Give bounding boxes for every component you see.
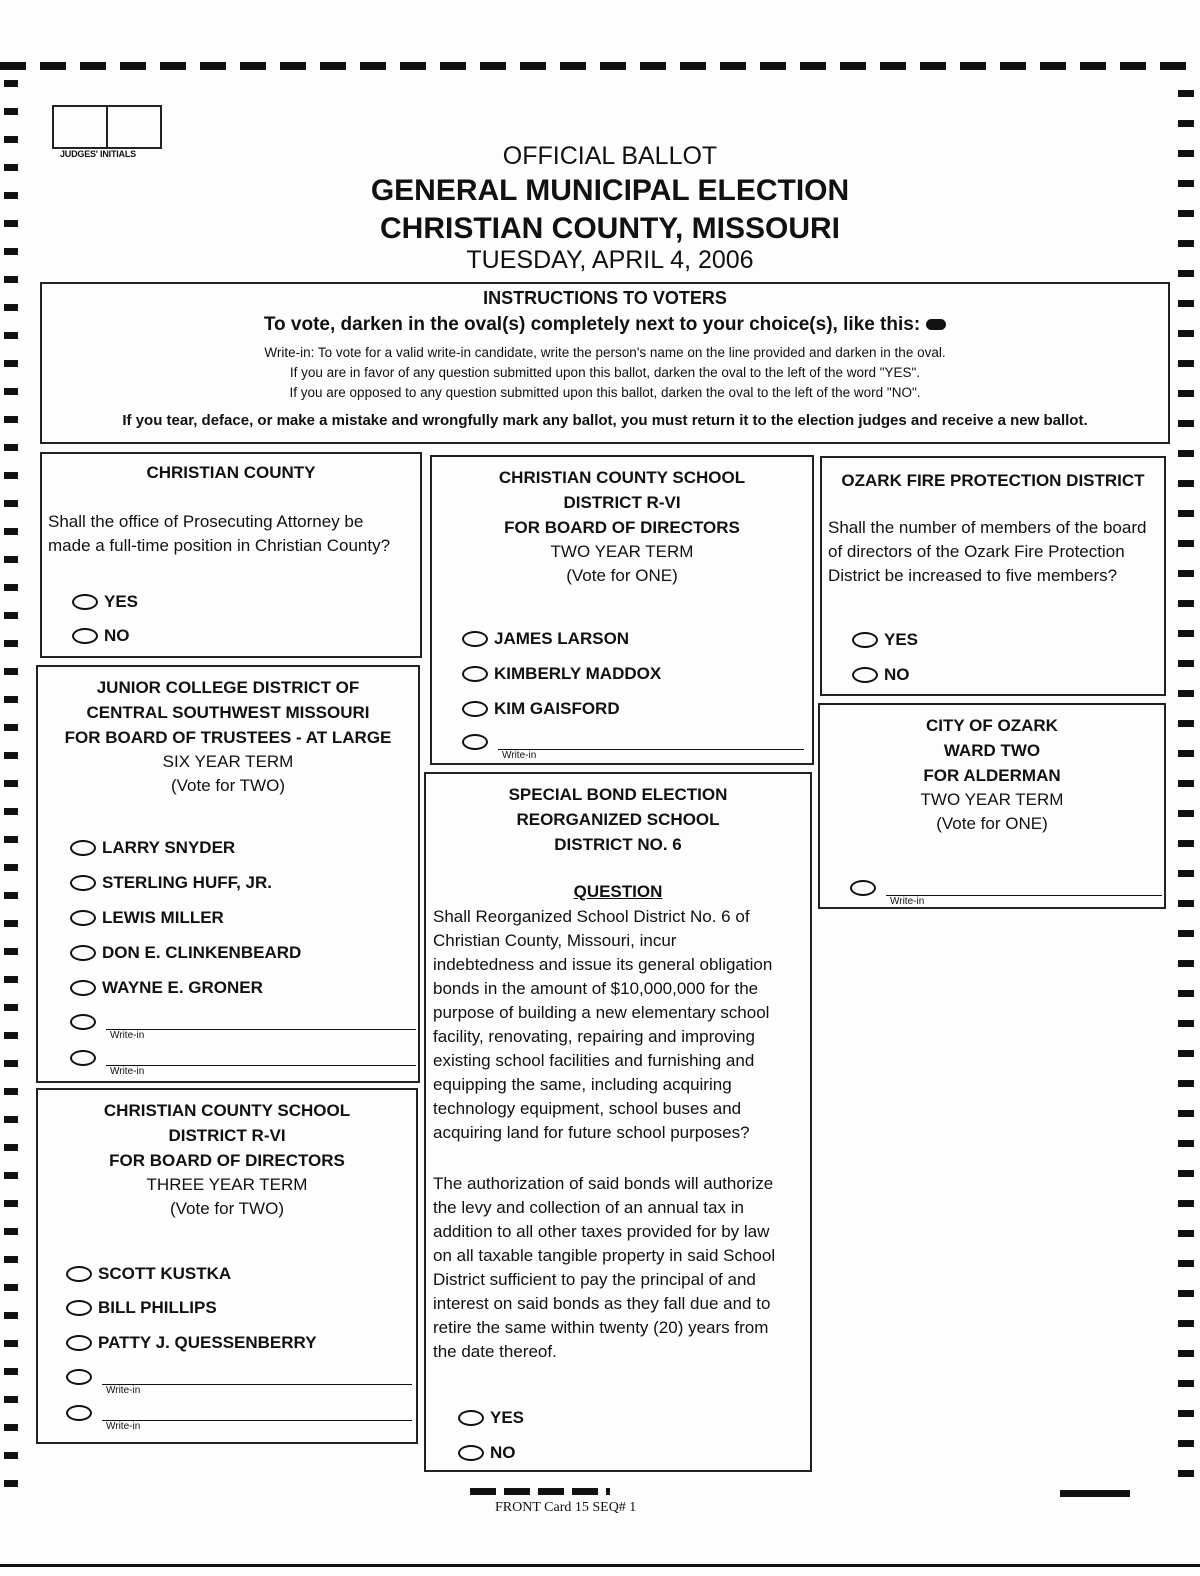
oval-icon[interactable] — [462, 666, 488, 682]
county-name: CHRISTIAN COUNTY, MISSOURI — [379, 212, 841, 245]
initials-cell-1[interactable] — [54, 107, 108, 147]
bond-question-line: existing school facilities and furnishing and — [433, 1051, 755, 1070]
oval-icon[interactable] — [70, 980, 96, 996]
s3-title-2: DISTRICT R-VI — [168, 1126, 286, 1145]
county-question-box — [40, 452, 422, 658]
bond-title-3: DISTRICT NO. 6 — [554, 835, 682, 854]
s3-writein-1[interactable] — [66, 1368, 412, 1396]
instructions-opposed: If you are opposed to any question submitted upon this ballot, darken the oval to the left of the word "NO". — [289, 385, 921, 400]
bond-question-line: technology equipment, school buses and — [433, 1099, 742, 1118]
judges-initials-label: JUDGES' INITIALS — [60, 149, 136, 159]
instructions-mistake: If you tear, deface, or make a mistake and wrongfully mark any ballot, you must return it to the election judges and receive a new ballot. — [122, 412, 1088, 429]
s3-candidate-option[interactable]: BILL PHILLIPS — [66, 1298, 217, 1318]
oval-icon[interactable] — [70, 840, 96, 856]
writein-line[interactable]: Write-in — [886, 879, 1162, 896]
s2-candidate-option[interactable]: KIM GAISFORD — [462, 699, 620, 719]
jc-title-2: CENTRAL SOUTHWEST MISSOURI — [86, 703, 370, 722]
bond-title-2: REORGANIZED SCHOOL — [516, 810, 720, 829]
oval-icon[interactable] — [66, 1335, 92, 1351]
judges-initials-box[interactable] — [52, 105, 162, 149]
timing-marks-bottom — [470, 1488, 610, 1495]
bond-authorization-line: the date thereof. — [433, 1342, 557, 1361]
oval-icon[interactable] — [66, 1300, 92, 1316]
s3-candidate-option[interactable]: SCOTT KUSTKA — [66, 1264, 231, 1284]
bond-authorization-line: on all taxable tangible property in said School — [433, 1246, 776, 1265]
jc-writein-2[interactable] — [70, 1049, 416, 1077]
s3-vote-for: (Vote for TWO) — [170, 1199, 284, 1218]
county-no-option[interactable]: NO — [72, 626, 130, 646]
s2-candidate-option[interactable]: KIMBERLY MADDOX — [462, 664, 661, 684]
bond-question-line: facility, renovating, repairing and improving — [433, 1027, 755, 1046]
oval-icon[interactable] — [462, 701, 488, 717]
jc-candidate-option[interactable]: DON E. CLINKENBEARD — [70, 943, 301, 963]
writein-line[interactable]: Write-in — [102, 1368, 412, 1385]
instructions-favor: If you are in favor of any question submitted upon this ballot, darken the oval to the left of the word "YES". — [289, 365, 921, 380]
junior-college-box — [36, 665, 420, 1083]
bond-question-line: purpose of building a new elementary school — [433, 1003, 770, 1022]
oval-icon[interactable] — [70, 910, 96, 926]
jc-term: SIX YEAR TERM — [162, 752, 294, 771]
school-three-year-box — [36, 1088, 418, 1444]
bond-question-line: bonds in the amount of $10,000,000 for the — [433, 979, 759, 998]
school-two-year-box — [430, 455, 814, 765]
bond-no-option[interactable]: NO — [458, 1443, 516, 1463]
city-ozark-box — [818, 703, 1166, 909]
bond-question-line: equipping the same, including acquiring — [433, 1075, 732, 1094]
card-sequence-footer: FRONT Card 15 SEQ# 1 — [495, 1500, 637, 1515]
ozark-writein[interactable] — [850, 879, 1162, 907]
jc-title-1: JUNIOR COLLEGE DISTRICT OF — [96, 678, 360, 697]
instructions-title: INSTRUCTIONS TO VOTERS — [483, 288, 727, 308]
jc-candidate-option[interactable]: WAYNE E. GRONER — [70, 978, 263, 998]
s2-term: TWO YEAR TERM — [550, 542, 694, 561]
ballot-title: OFFICIAL BALLOT — [502, 142, 718, 170]
oval-icon[interactable] — [70, 875, 96, 891]
s3-term: THREE YEAR TERM — [146, 1175, 308, 1194]
bond-authorization-line: interest on said bonds as they fall due and to — [433, 1294, 771, 1313]
special-bond-box — [424, 772, 812, 1472]
jc-candidate-option[interactable]: STERLING HUFF, JR. — [70, 873, 272, 893]
s2-title-3: FOR BOARD OF DIRECTORS — [504, 518, 740, 537]
writein-line[interactable]: Write-in — [102, 1404, 412, 1421]
oval-icon[interactable] — [852, 632, 878, 648]
bond-authorization-line: addition to all other taxes provided for by law — [433, 1222, 770, 1241]
s3-writein-2[interactable] — [66, 1404, 412, 1432]
oval-icon[interactable] — [852, 667, 878, 683]
county-question: Shall the office of Prosecuting Attorney be made a full-time position in Christian County? — [48, 512, 391, 555]
s3-candidate-option[interactable]: PATTY J. QUESSENBERRY — [66, 1333, 317, 1353]
fire-title: OZARK FIRE PROTECTION DISTRICT — [841, 471, 1145, 490]
oval-icon[interactable] — [70, 945, 96, 961]
oval-icon[interactable] — [458, 1445, 484, 1461]
bond-question-line: Shall Reorganized School District No. 6 of — [433, 907, 750, 926]
writein-line[interactable]: Write-in — [498, 733, 804, 750]
jc-vote-for: (Vote for TWO) — [171, 776, 285, 795]
filled-oval-icon — [926, 319, 946, 330]
s2-writein[interactable] — [462, 733, 804, 761]
oval-icon[interactable] — [72, 628, 98, 644]
county-title: CHRISTIAN COUNTY — [146, 463, 316, 482]
ozark-fire-box — [820, 456, 1166, 696]
s2-vote-for: (Vote for ONE) — [566, 566, 678, 585]
fire-yes-option[interactable]: YES — [852, 630, 918, 650]
s2-title-1: CHRISTIAN COUNTY SCHOOL — [498, 468, 746, 487]
s2-title-2: DISTRICT R-VI — [563, 493, 681, 512]
oval-icon[interactable] — [72, 594, 98, 610]
oval-icon[interactable] — [66, 1405, 92, 1421]
timing-marks-left — [4, 80, 18, 1500]
bond-title-1: SPECIAL BOND ELECTION — [508, 785, 728, 804]
oval-icon[interactable] — [66, 1266, 92, 1282]
county-yes-option[interactable]: YES — [72, 592, 138, 612]
ozark-title-1: CITY OF OZARK — [926, 716, 1058, 735]
bond-question-line: indebtedness and issue its general obligation — [433, 955, 773, 974]
election-name: GENERAL MUNICIPAL ELECTION — [370, 174, 850, 207]
bond-authorization-line: District sufficient to pay the principal of and — [433, 1270, 756, 1289]
initials-cell-2[interactable] — [108, 107, 160, 147]
oval-icon[interactable] — [462, 734, 488, 750]
bond-question-line: acquiring land for future school purposes? — [433, 1123, 750, 1142]
bottom-edge-line — [0, 1564, 1200, 1567]
timing-marks-right — [1178, 90, 1194, 1490]
instructions-writein: Write-in: To vote for a valid write-in candidate, write the person's name on the line provided and darken in the oval. — [264, 345, 946, 360]
bond-authorization-line: retire the same within twenty (20) years from — [433, 1318, 769, 1337]
bond-authorization-line: The authorization of said bonds will authorize — [433, 1174, 774, 1193]
bond-authorization-line: the levy and collection of an annual tax in — [433, 1198, 744, 1217]
writein-line[interactable]: Write-in — [106, 1049, 416, 1066]
oval-icon[interactable] — [66, 1369, 92, 1385]
s3-title-3: FOR BOARD OF DIRECTORS — [109, 1151, 345, 1170]
ozark-title-2: WARD TWO — [943, 741, 1041, 760]
timing-mark-bottom-right — [1060, 1490, 1130, 1497]
bond-authorization-text — [433, 1172, 805, 1364]
oval-icon[interactable] — [70, 1014, 96, 1030]
s3-title-1: CHRISTIAN COUNTY SCHOOL — [103, 1101, 351, 1120]
jc-candidate-option[interactable]: LEWIS MILLER — [70, 908, 224, 928]
oval-icon[interactable] — [850, 880, 876, 896]
bond-question-text — [433, 905, 805, 1145]
writein-line[interactable]: Write-in — [106, 1013, 416, 1030]
jc-title-3: FOR BOARD OF TRUSTEES - AT LARGE — [64, 728, 392, 747]
bond-yes-option[interactable]: YES — [458, 1408, 524, 1428]
oval-icon[interactable] — [462, 631, 488, 647]
election-date: TUESDAY, APRIL 4, 2006 — [466, 246, 754, 274]
bond-question-line: Christian County, Missouri, incur — [433, 931, 677, 950]
oval-icon[interactable] — [458, 1410, 484, 1426]
bond-question-label: QUESTION — [573, 882, 663, 901]
fire-question: Shall the number of members of the board of directors of the Ozark Fire Protection District be increased to five members? — [828, 518, 1147, 585]
jc-candidate-option[interactable]: LARRY SNYDER — [70, 838, 235, 858]
fire-no-option[interactable]: NO — [852, 665, 910, 685]
timing-marks-top — [0, 62, 1200, 70]
instructions-main: To vote, darken in the oval(s) completely next to your choice(s), like this: — [42, 314, 1168, 336]
ozark-term: TWO YEAR TERM — [920, 790, 1064, 809]
s2-candidate-option[interactable]: JAMES LARSON — [462, 629, 629, 649]
instructions-box — [40, 282, 1170, 444]
oval-icon[interactable] — [70, 1050, 96, 1066]
jc-writein-1[interactable] — [70, 1013, 416, 1041]
ozark-vote-for: (Vote for ONE) — [936, 814, 1048, 833]
ozark-title-3: FOR ALDERMAN — [923, 766, 1061, 785]
